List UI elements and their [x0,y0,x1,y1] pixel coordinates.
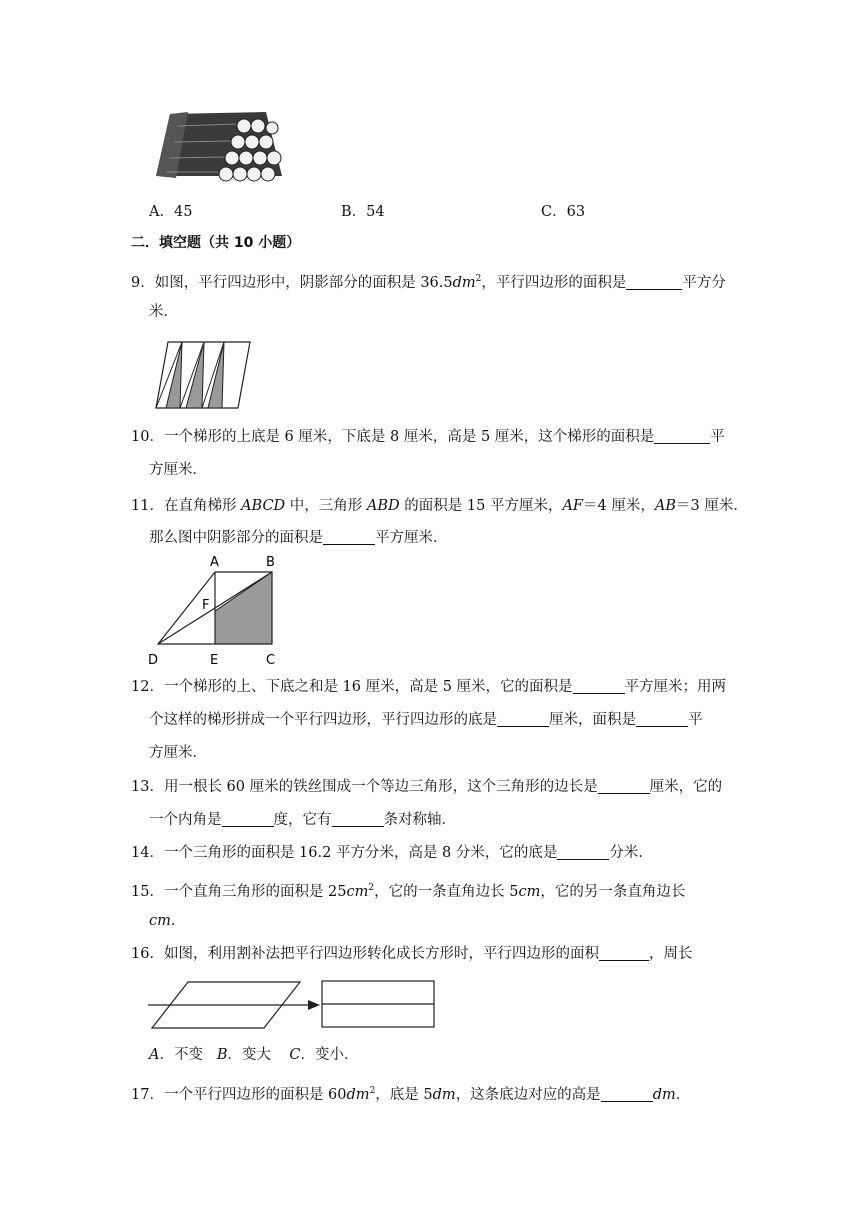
option-b: B．54 [341,204,385,220]
answer-blank [557,844,609,860]
answer-blank [654,428,710,444]
q15-line1: 15．一个直角三角形的面积是 $25cm^2$，它的一条直角边长 5cm，它的另一条直角边长 [131,883,686,900]
label-f: F [202,598,210,613]
q16-line1: 16．如图，利用割补法把平行四边形转化成长方形时，平行四边形的面积 ，周长 [131,946,693,962]
q11-line1: 11．在直角梯形 ABCD 中，三角形 ABD 的面积是 15 平方厘米，AF＝4 厘米，AB＝3 厘米． [131,498,748,514]
answer-blank [598,778,650,794]
q12-line3: 方厘米． [149,745,207,761]
cut-and-paste-figure [148,976,440,1032]
option-c: C．63 [541,204,586,220]
q16-options: A．不变 B．变大 C．变小． [149,1047,359,1063]
answer-blank [636,711,688,727]
section-title: 二．填空题（共 10 小题） [131,235,301,251]
label-c: C [266,653,276,668]
q17-line1: 17．一个平行四边形的面积是 $60dm^2$，底是 5dm，这条底边对应的高是 dm． [131,1086,691,1103]
answer-blank [323,529,375,545]
q14-line1: 14．一个三角形的面积是 16.2 平方分米，高是 8 分米，它的底是 分米． [131,845,653,861]
answer-blank [599,945,649,961]
trapezoid-figure [144,552,284,670]
answer-blank [601,1086,653,1102]
answer-blank [497,711,549,727]
label-b: B [266,555,275,570]
q9-line2: 米． [149,304,178,320]
q12-line1: 12．一个梯形的上、下底之和是 16 厘米，高是 5 厘米，它的面积是 平方厘米；用两 [131,679,727,695]
q11-line2: 那么图中阴影部分的面积是 平方厘米． [149,530,448,546]
log-pile-image [148,106,288,192]
answer-blank [573,678,625,694]
answer-blank [222,811,274,827]
q9-line1: 9．如图，平行四边形中，阴影部分的面积是 $36.5dm^2$，平行四边形的面积是 平方分 [131,274,726,291]
label-e: E [210,653,219,668]
label-a: A [210,555,219,570]
q13-line1: 13．用一根长 60 厘米的铁丝围成一个等边三角形，这个三角形的边长是 厘米，它的 [131,779,723,795]
answer-blank [626,274,682,290]
answer-blank [332,811,384,827]
q12-line2: 个这样的梯形拼成一个平行四边形，平行四边形的底是 厘米，面积是 平 [149,712,703,728]
q10-line1: 10．一个梯形的上底是 6 厘米，下底是 8 厘米，高是 5 厘米，这个梯形的面积是 平 [131,429,725,445]
parallelogram-figure [152,338,254,412]
option-a: A．45 [149,204,193,220]
q10-line2: 方厘米． [149,462,207,478]
label-d: D [148,653,159,668]
q13-line2: 一个内角是 度，它有 条对称轴． [149,812,456,828]
q15-line2: cm． [149,913,186,929]
